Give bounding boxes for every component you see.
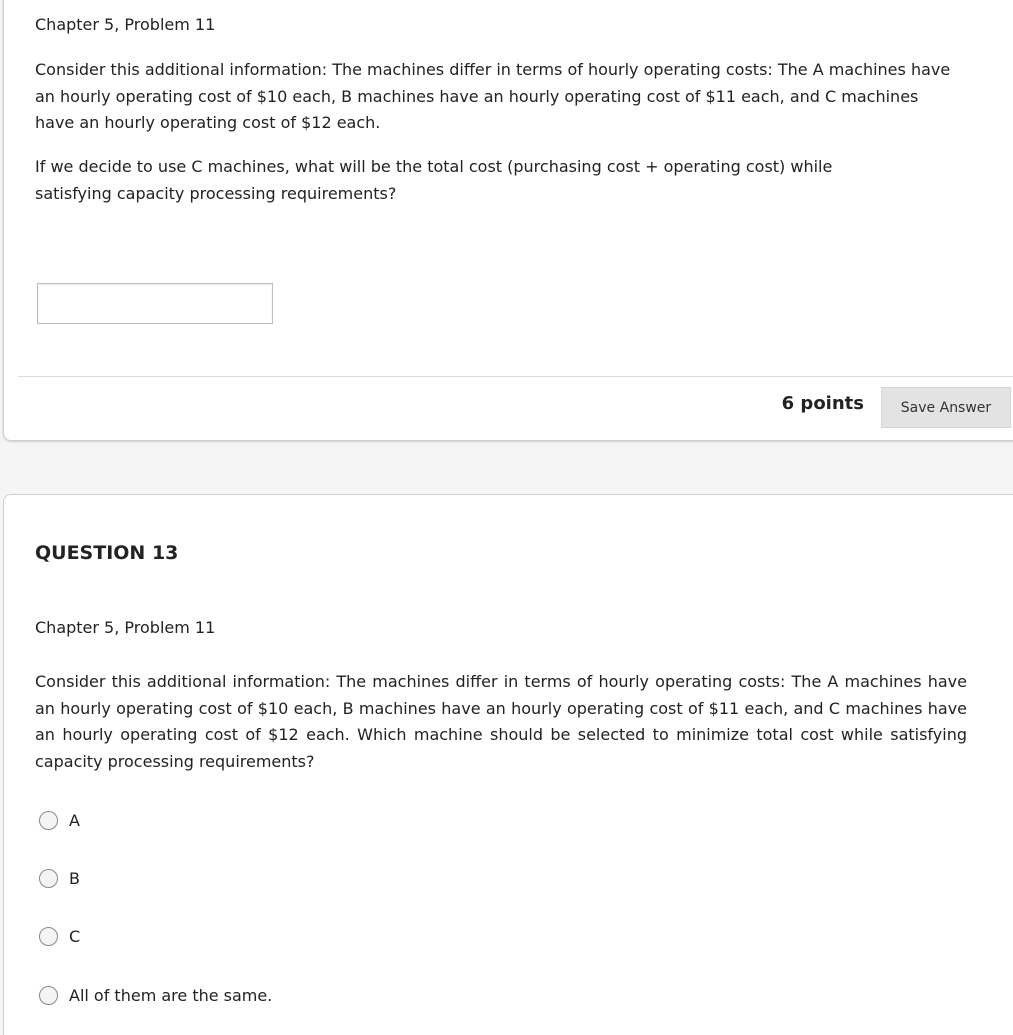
question-13-card: [3, 494, 1013, 1035]
option-c[interactable]: [39, 925, 80, 947]
points-label: 6 points: [781, 393, 864, 414]
radio-button[interactable]: [39, 811, 58, 830]
question-text: Consider this additional information: The machines differ in terms of hourly operating costs: The A machines have an hourly operating cost of $10 each, B machines have an hourly operating cost of $11 each, and C machines have an hourly operating cost of $12 each. Which machine should be selected to minimize total cost while satisfying capacity processing requirements?: [35, 672, 967, 771]
problem-reference: Chapter 5, Problem 11: [35, 618, 216, 637]
option-label: A: [69, 810, 80, 830]
radio-button[interactable]: [39, 986, 58, 1005]
question-text: If we decide to use C machines, what will be the total cost (purchasing cost + operating cost) while satisfying capacity processing requirements?: [35, 157, 833, 203]
question-title: QUESTION 13: [35, 542, 179, 564]
problem-reference: Chapter 5, Problem 11: [35, 15, 216, 34]
option-label: All of them are the same.: [69, 985, 273, 1005]
option-all-same[interactable]: [39, 984, 272, 1006]
radio-button[interactable]: [39, 869, 58, 888]
option-b[interactable]: [39, 867, 80, 889]
save-answer-button[interactable]: Save Answer: [881, 387, 1011, 428]
question-info-text: Consider this additional information: The machines differ in terms of hourly operating costs: The A machines have an hourly operating cost of $10 each, B machines have an hourly operating cost of $11 each, and C machines have an hourly operating cost of $12 each.: [35, 60, 951, 132]
option-label: B: [69, 868, 80, 888]
divider: [18, 376, 1013, 377]
question-12-card: [3, 0, 1013, 441]
answer-input[interactable]: [37, 283, 273, 324]
option-label: C: [69, 926, 81, 946]
option-a[interactable]: [39, 809, 80, 831]
radio-button[interactable]: [39, 927, 58, 946]
